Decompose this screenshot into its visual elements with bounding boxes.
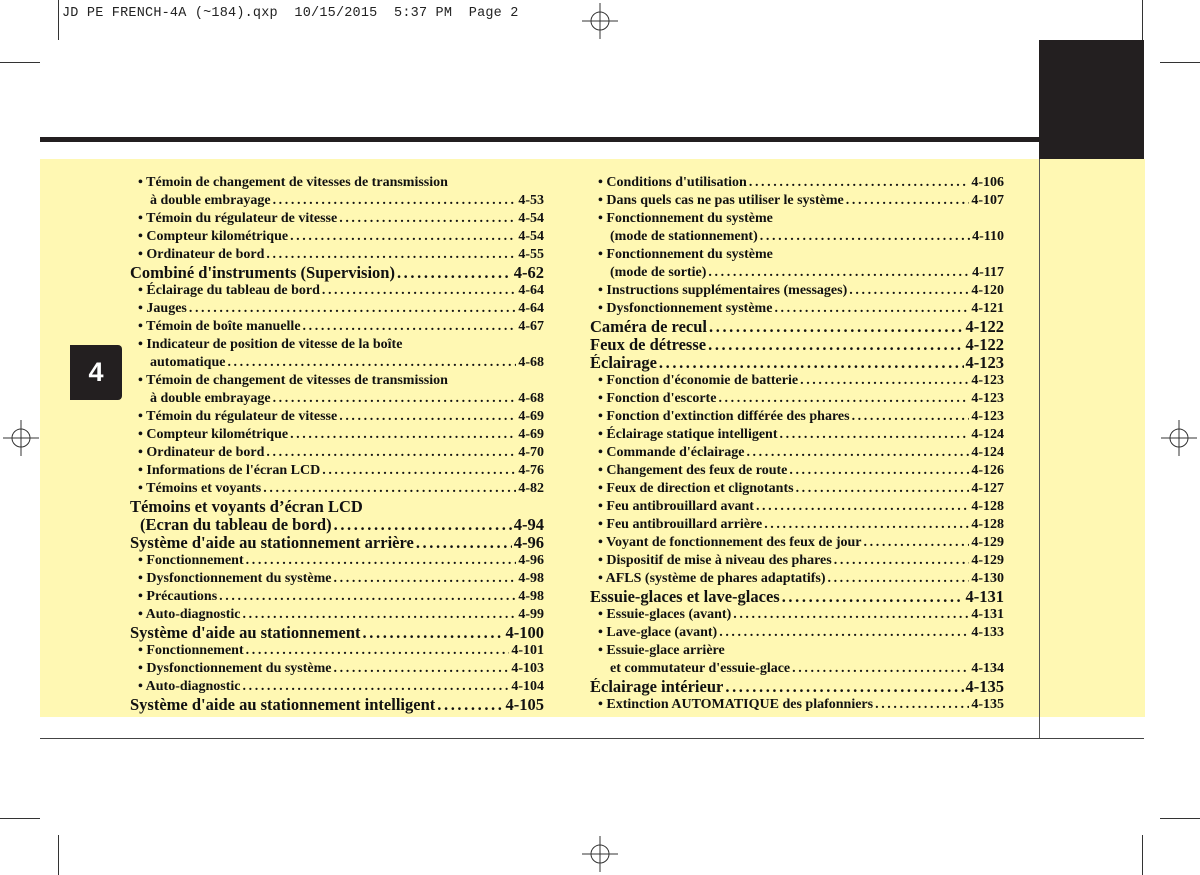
toc-dot-leader [334,516,512,534]
toc-entry-title: automatique [150,355,226,370]
toc-subsection-entry[interactable] [130,678,544,696]
toc-section-entry[interactable] [130,498,544,516]
header-rule [40,137,1144,142]
toc-entry-title: • Voyant de fonctionnement des feux de jour [598,535,862,550]
toc-page-number: 4-122 [965,336,1004,354]
toc-entry-title: • Fonctionnement du système [598,211,773,226]
toc-subsection-entry[interactable] [130,660,544,678]
toc-entry-title: • Fonction d'économie de batterie [598,373,799,388]
toc-page-number: 4-53 [518,193,544,208]
toc-page-number: 4-120 [971,283,1004,298]
toc-subsection-entry[interactable] [590,606,1004,624]
toc-page-number: 4-131 [965,588,1004,606]
toc-page-number: 4-70 [518,445,544,460]
toc-entry-title: • Essuie-glace arrière [598,643,725,658]
toc-page-number: 4-130 [971,571,1004,586]
toc-entry-title: • Jauges [138,301,187,316]
toc-entry-title: Système d'aide au stationnement arrière [130,534,414,552]
toc-dot-leader [800,372,969,390]
toc-subsection-entry[interactable] [130,444,544,462]
toc-dot-leader [303,318,517,336]
toc-page-number: 4-117 [972,265,1004,280]
toc-subsection-entry[interactable] [130,606,544,624]
toc-page-number: 4-107 [971,193,1004,208]
toc-entry-title: • Témoin du régulateur de vitesse [138,211,338,226]
toc-page-number: 4-124 [971,427,1004,442]
toc-page-number: 4-55 [518,247,544,262]
toc-dot-leader [659,354,964,372]
toc-entry-title: • Commande d'éclairage [598,445,745,460]
toc-subsection-entry[interactable] [130,408,544,426]
crop-mark [1142,835,1143,875]
toc-page-number: 4-128 [971,517,1004,532]
toc-entry-title: • Feu antibrouillard avant [598,499,754,514]
toc-dot-leader [266,444,516,462]
toc-section-entry[interactable] [130,696,544,714]
toc-dot-leader [339,210,516,228]
toc-subsection-entry[interactable] [590,696,1004,714]
toc-subsection-entry[interactable] [590,390,1004,408]
toc-subsection-entry[interactable] [130,174,544,192]
toc-entry-title: à double embrayage [150,391,271,406]
toc-dot-leader [764,516,969,534]
toc-dot-leader [273,192,517,210]
toc-right-column [590,174,1004,714]
toc-entry-title: • Auto-diagnostic [138,679,241,694]
toc-page-number: 4-68 [518,355,544,370]
toc-page-number: 4-99 [518,607,544,622]
toc-page-number: 4-135 [965,678,1004,696]
toc-dot-leader [789,462,969,480]
toc-entry-title: • Extinction AUTOMATIQUE des plafonniers [598,697,874,712]
toc-subsection-entry[interactable] [590,174,1004,192]
toc-dot-leader [243,678,510,696]
toc-page-number: 4-98 [518,589,544,604]
toc-subsection-entry[interactable] [590,444,1004,462]
toc-dot-leader [780,426,970,444]
toc-entry-title: • Dysfonctionnement système [598,301,773,316]
toc-dot-leader [796,480,970,498]
print-slug: JD PE FRENCH-4A (~184).qxp 10/15/2015 5:37 PM Page 2 [62,6,519,21]
toc-dot-leader [875,696,969,714]
toc-entry-title: • Témoin de changement de vitesses de transmission [138,175,448,190]
toc-entry-title: • Auto-diagnostic [138,607,241,622]
toc-subsection-entry[interactable] [590,210,1004,228]
toc-entry-title: • Fonctionnement [138,553,244,568]
toc-dot-leader [782,588,964,606]
toc-subsection-entry[interactable] [130,228,544,246]
registration-mark-icon [3,420,39,456]
toc-page-number: 4-106 [971,175,1004,190]
toc-dot-leader [708,336,963,354]
toc-subsection-entry[interactable] [590,552,1004,570]
toc-page-number: 4-69 [518,427,544,442]
toc-entry-title: • Dysfonctionnement du système [138,571,332,586]
toc-dot-leader [416,534,512,552]
toc-subsection-entry[interactable] [130,300,544,318]
toc-subsection-entry[interactable] [590,282,1004,300]
toc-page-number: 4-64 [518,301,544,316]
crop-mark [0,818,40,819]
toc-dot-leader [834,552,970,570]
toc-entry-title: • Éclairage du tableau de bord [138,283,320,298]
crop-mark [1160,62,1200,63]
toc-entry-title: • Éclairage statique intelligent [598,427,778,442]
toc-entry-title: • Dans quels cas ne pas utiliser le système [598,193,844,208]
toc-entry-title: Caméra de recul [590,318,707,336]
toc-page-number: 4-129 [971,535,1004,550]
toc-dot-leader [334,660,510,678]
toc-page-number: 4-105 [505,696,544,714]
toc-subsection-entry[interactable] [590,246,1004,264]
toc-dot-leader [849,282,969,300]
toc-dot-leader [266,246,516,264]
toc-page-number: 4-129 [971,553,1004,568]
toc-page-number: 4-121 [971,301,1004,316]
toc-subsection-entry[interactable] [590,462,1004,480]
toc-section-entry[interactable] [590,588,1004,606]
toc-dot-leader [708,264,970,282]
toc-subsection-entry[interactable] [590,624,1004,642]
toc-subsection-entry[interactable] [130,426,544,444]
toc-page-number: 4-96 [513,534,544,552]
toc-subsection-entry[interactable] [130,390,544,408]
toc-page-number: 4-123 [971,373,1004,388]
toc-page-number: 4-126 [971,463,1004,478]
toc-entry-title: à double embrayage [150,193,271,208]
toc-subsection-entry[interactable] [130,552,544,570]
toc-entry-title: • Essuie-glaces (avant) [598,607,732,622]
toc-entry-title: • Ordinateur de bord [138,445,265,460]
toc-subsection-entry[interactable] [590,516,1004,534]
toc-subsection-entry[interactable] [590,534,1004,552]
toc-page-number: 4-103 [511,661,544,676]
toc-dot-leader [227,354,516,372]
toc-dot-leader [246,552,517,570]
toc-page-number: 4-62 [513,264,544,282]
toc-subsection-entry[interactable] [130,318,544,336]
toc-page-number: 4-135 [971,697,1004,712]
toc-subsection-entry[interactable] [590,372,1004,390]
crop-mark [58,835,59,875]
toc-subsection-entry[interactable] [590,570,1004,588]
toc-dot-leader [334,570,517,588]
toc-subsection-entry[interactable] [130,246,544,264]
toc-page-number: 4-94 [513,516,544,534]
toc-subsection-entry[interactable] [590,660,1004,678]
toc-page-number: 4-69 [518,409,544,424]
crop-mark [1142,0,1143,40]
toc-entry-title: Éclairage [590,354,657,372]
toc-entry-title: • Fonctionnement [138,643,244,658]
toc-page-number: 4-127 [971,481,1004,496]
toc-entry-title: • Précautions [138,589,218,604]
toc-dot-leader [322,282,516,300]
toc-subsection-entry[interactable] [590,192,1004,210]
toc-entry-title: • Changement des feux de route [598,463,788,478]
toc-subsection-entry[interactable] [130,336,544,354]
toc-page-number: 4-100 [505,624,544,642]
toc-page-number: 4-133 [971,625,1004,640]
toc-dot-leader [219,588,516,606]
registration-mark-icon [582,3,618,39]
toc-entry-title: Système d'aide au stationnement intelligent [130,696,436,714]
chapter-tab: 4 [70,345,122,400]
toc-subsection-entry[interactable] [590,480,1004,498]
toc-page-number: 4-54 [518,211,544,226]
toc-page-number: 4-67 [518,319,544,334]
toc-page-number: 4-64 [518,283,544,298]
toc-dot-leader [322,462,516,480]
toc-dot-leader [719,624,969,642]
toc-entry-title: (mode de stationnement) [610,229,758,244]
toc-page-number: 4-131 [971,607,1004,622]
toc-page-number: 4-104 [511,679,544,694]
toc-dot-leader [718,390,969,408]
toc-dot-leader [397,264,512,282]
toc-dot-leader [760,228,970,246]
toc-entry-title: • Compteur kilométrique [138,427,289,442]
toc-entry-title: • Conditions d'utilisation [598,175,747,190]
toc-left-column [130,174,544,714]
toc-subsection-entry[interactable] [130,354,544,372]
toc-section-entry[interactable] [130,534,544,552]
toc-page-number: 4-101 [511,643,544,658]
toc-entry-title: • Indicateur de position de vitesse de la boîte [138,337,403,352]
toc-entry-title: • Fonction d'extinction différée des phares [598,409,850,424]
toc-entry-title: • Lave-glace (avant) [598,625,718,640]
toc-dot-leader [864,534,970,552]
toc-entry-title: • Informations de l'écran LCD [138,463,321,478]
toc-dot-leader [852,408,970,426]
registration-mark-icon [582,836,618,872]
toc-section-entry[interactable] [590,318,1004,336]
toc-dot-leader [363,624,504,642]
toc-section-entry[interactable] [130,264,544,282]
toc-page-number: 4-54 [518,229,544,244]
toc-page-number: 4-82 [518,481,544,496]
toc-subsection-entry[interactable] [130,210,544,228]
toc-subsection-entry[interactable] [590,264,1004,282]
footer-rule [40,738,1144,739]
crop-mark [0,62,40,63]
toc-dot-leader [774,300,969,318]
toc-dot-leader [746,444,969,462]
toc-dot-leader [246,642,510,660]
toc-subsection-entry[interactable] [590,408,1004,426]
toc-entry-title: Système d'aide au stationnement [130,624,361,642]
toc-dot-leader [749,174,969,192]
toc-dot-leader [827,570,969,588]
toc-subsection-entry[interactable] [130,642,544,660]
toc-page-number: 4-110 [972,229,1004,244]
toc-entry-title: • Feux de direction et clignotants [598,481,794,496]
toc-section-entry[interactable] [130,516,544,534]
toc-page-number: 4-98 [518,571,544,586]
toc-section-entry[interactable] [590,678,1004,696]
toc-subsection-entry[interactable] [590,426,1004,444]
toc-page-number: 4-123 [965,354,1004,372]
toc-section-entry[interactable] [590,354,1004,372]
toc-subsection-entry[interactable] [130,372,544,390]
toc-entry-title: • Témoin de changement de vitesses de transmission [138,373,448,388]
toc-dot-leader [273,390,517,408]
toc-entry-title: • Dysfonctionnement du système [138,661,332,676]
toc-dot-leader [846,192,970,210]
crop-mark [1160,818,1200,819]
toc-page-number: 4-123 [971,391,1004,406]
toc-dot-leader [290,228,516,246]
toc-subsection-entry[interactable] [590,300,1004,318]
toc-entry-title: et commutateur d'essuie-glace [610,661,791,676]
toc-subsection-entry[interactable] [590,228,1004,246]
toc-dot-leader [733,606,969,624]
toc-entry-title: • Instructions supplémentaires (messages) [598,283,848,298]
toc-subsection-entry[interactable] [130,480,544,498]
toc-entry-title: • Témoins et voyants [138,481,262,496]
toc-entry-title: Combiné d'instruments (Supervision) [130,264,395,282]
registration-mark-icon [1161,420,1197,456]
toc-dot-leader [709,318,964,336]
panel-divider [1039,159,1040,739]
toc-entry-title: • Fonction d'escorte [598,391,717,406]
toc-entry-title: (mode de sortie) [610,265,707,280]
toc-entry-title: • AFLS (système de phares adaptatifs) [598,571,826,586]
toc-entry-title: Feux de détresse [590,336,707,354]
toc-page-number: 4-96 [518,553,544,568]
toc-entry-title: • Fonctionnement du système [598,247,773,262]
toc-dot-leader [263,480,516,498]
toc-subsection-entry[interactable] [590,498,1004,516]
toc-entry-title: • Feu antibrouillard arrière [598,517,763,532]
toc-page-number: 4-68 [518,391,544,406]
toc-entry-title: (Ecran du tableau de bord) [140,516,332,534]
toc-subsection-entry[interactable] [130,282,544,300]
toc-page-number: 4-122 [965,318,1004,336]
toc-page-number: 4-123 [971,409,1004,424]
toc-entry-title: • Dispositif de mise à niveau des phares [598,553,832,568]
toc-dot-leader [339,408,516,426]
toc-dot-leader [792,660,969,678]
toc-subsection-entry[interactable] [130,570,544,588]
toc-subsection-entry[interactable] [130,588,544,606]
toc-dot-leader [189,300,516,318]
toc-entry-title: • Compteur kilométrique [138,229,289,244]
toc-dot-leader [756,498,969,516]
toc-entry-title: Éclairage intérieur [590,678,724,696]
toc-entry-title: Témoins et voyants d’écran LCD [130,498,363,516]
toc-page-number: 4-124 [971,445,1004,460]
toc-page-number: 4-76 [518,463,544,478]
toc-section-entry[interactable] [130,624,544,642]
crop-mark [58,0,59,40]
toc-entry-title: Essuie-glaces et lave-glaces [590,588,780,606]
toc-section-entry[interactable] [590,336,1004,354]
toc-page-number: 4-134 [971,661,1004,676]
toc-entry-title: • Ordinateur de bord [138,247,265,262]
toc-entry-title: • Témoin de boîte manuelle [138,319,301,334]
toc-dot-leader [437,696,503,714]
toc-page-number: 4-128 [971,499,1004,514]
toc-subsection-entry[interactable] [130,192,544,210]
toc-dot-leader [290,426,516,444]
toc-dot-leader [243,606,517,624]
toc-subsection-entry[interactable] [130,462,544,480]
toc-entry-title: • Témoin du régulateur de vitesse [138,409,338,424]
toc-dot-leader [725,678,963,696]
toc-subsection-entry[interactable] [590,642,1004,660]
